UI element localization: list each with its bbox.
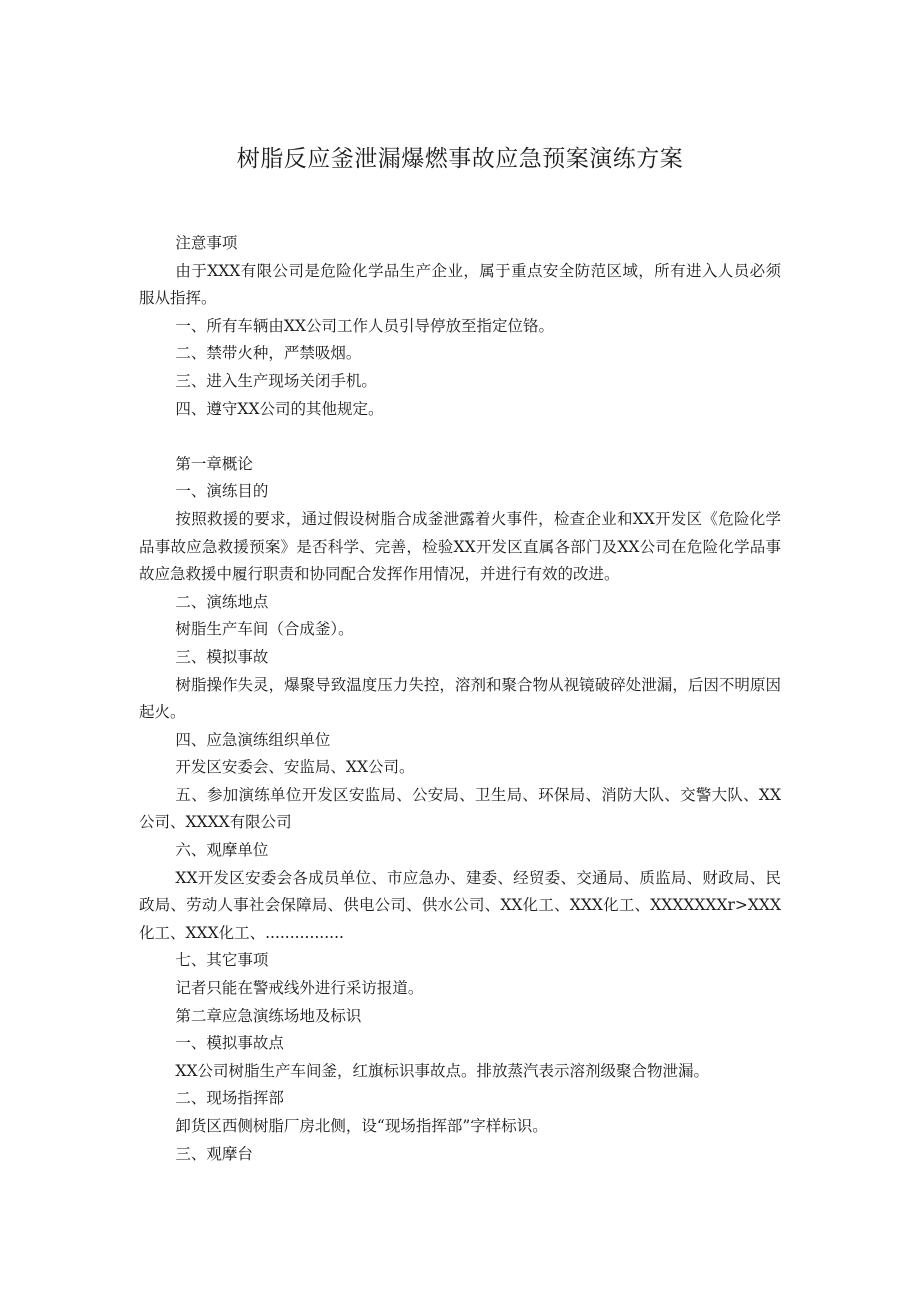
section-text: 卸货区西侧树脂厂房北侧，设“现场指挥部”字样标识。 bbox=[175, 1117, 548, 1135]
notice-item: 三、进入生产现场关闭手机。 bbox=[175, 371, 377, 390]
chapter-heading: 第一章概论 bbox=[175, 454, 253, 473]
notice-item: 一、所有车辆由XX公司工作人员引导停放至指定位铬。 bbox=[175, 316, 554, 335]
section-text: 开发区安委会、安监局、XX公司。 bbox=[175, 758, 415, 777]
section-heading: 二、现场指挥部 bbox=[175, 1089, 284, 1108]
section-text: 树脂生产车间（合成釜）。 bbox=[175, 620, 354, 639]
section-heading: 四、应急演练组织单位 bbox=[175, 730, 331, 749]
section-text: XX开发区安委会各成员单位、市应急办、建委、经贸委、交通局、质监局、财政局、民政局、劳动人事社会保障局、供电公司、供水公司、XX化工、XXX化工、XXXXXXXr>XXX化工、XXX化工、................ bbox=[139, 868, 781, 942]
chapter-heading: 第二章应急演练场地及标识 bbox=[175, 1006, 362, 1025]
section-heading: 三、模拟事故 bbox=[175, 647, 269, 666]
section-text: 按照救援的要求，通过假设树脂合成釜泄露着火事件，检查企业和XX开发区《危险化学品事故应急救援预案》是否科学、完善，检验XX开发区直属各部门及XX公司在危险化学品事故应急救援中履行职责和协同配合发挥作用情况，并进行有效的改进。 bbox=[139, 509, 781, 584]
section-text: 五、参加演练单位开发区安监局、公安局、卫生局、环保局、消防大队、交警大队、XX公司、XXXX有限公司 bbox=[139, 785, 781, 832]
section-heading: 二、演练地点 bbox=[175, 592, 269, 611]
notice-intro: 由于XXX有限公司是危险化学品生产企业，属于重点安全防范区域，所有进入人员必须服从指挥。 bbox=[139, 261, 781, 308]
notice-item: 四、遵守XX公司的其他规定。 bbox=[175, 399, 384, 418]
document-body bbox=[139, 230, 781, 1168]
notice-heading: 注意事项 bbox=[175, 234, 238, 252]
section-heading: 六、观摩单位 bbox=[175, 841, 269, 860]
document-title: 树脂反应釜泄漏爆燃事故应急预案演练方案 bbox=[236, 146, 684, 172]
section-heading: 一、演练目的 bbox=[175, 482, 269, 501]
section-heading: 一、模拟事故点 bbox=[175, 1034, 284, 1053]
section-text: 树脂操作失灵，爆聚导致温度压力失控，溶剂和聚合物从视镜破碎处泄漏，后因不明原因起火。 bbox=[139, 675, 781, 722]
section-heading: 七、其它事项 bbox=[175, 951, 269, 970]
section-text: 记者只能在警戒线外进行采访报道。 bbox=[175, 979, 424, 998]
notice-item: 二、禁带火种，严禁吸烟。 bbox=[175, 344, 362, 363]
section-heading: 三、观摩台 bbox=[175, 1144, 253, 1163]
section-gap bbox=[139, 423, 781, 451]
section-text: XX公司树脂生产车间釜，红旗标识事故点。排放蒸汽表示溶剂级聚合物泄漏。 bbox=[175, 1061, 709, 1080]
